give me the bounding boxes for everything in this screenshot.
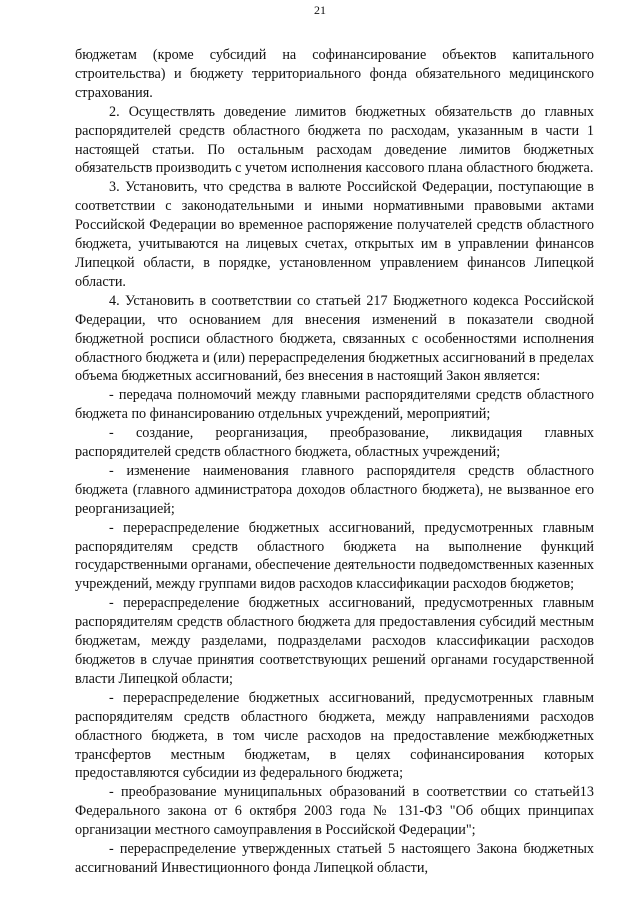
list-item: - перераспределение бюджетных ассигнований, предусмотренных главным распорядителям средств областного бюджета на выполнение функций государственными органами, обеспечение деятельности подведомственных казенных учреждений, между группами видов расходов классификации расходов бюджетов; — [75, 519, 594, 593]
page-number: 21 — [314, 3, 326, 17]
list-item: - преобразование муниципальных образований в соответствии со статьей13 Федерального закона от 6 октября 2003 года № 131-ФЗ "Об общих принципах организации местного самоуправления в Российской Федерации"; — [75, 784, 594, 839]
document-body — [75, 46, 594, 878]
list-item: - перераспределение бюджетных ассигнований, предусмотренных главным распорядителям средств областного бюджета, между направлениями расходов областного бюджета, в том числе расходов на предоставление межбюджетных трансфертов местным бюджетам, в целях софинансирования которых предоставляются субсидии из федерального бюджета; — [75, 689, 594, 782]
paragraph: 2. Осуществлять доведение лимитов бюджетных обязательств до главных распорядителей средств областного бюджета по расходам, указанным в части 1 настоящей статьи. По остальным расходам доведение лимитов бюджетных обязательств производить с учетом исполнения кассового плана областного бюджета. — [75, 103, 594, 177]
list-item: - перераспределение бюджетных ассигнований, предусмотренных главным распорядителям средств областного бюджета для предоставления субсидий местным бюджетам, между разделами, подразделами расходов классификации расходов бюджетов в случае принятия соответствующих решений органами государственной власти Липецкой области; — [75, 595, 594, 687]
paragraph: 4. Установить в соответствии со статьей 217 Бюджетного кодекса Российской Федерации, что основанием для внесения изменений в показатели сводной бюджетной росписи областного бюджета, связанных с особенностями исполнения областного бюджета и (или) перераспределения бюджетных ассигнований в пределах объема бюджетных ассигнований, без внесения в настоящий Закон является: — [75, 292, 594, 385]
list-item: - передача полномочий между главными распорядителями средств областного бюджета по финансированию отдельных учреждений, мероприятий; — [75, 387, 594, 423]
paragraph: бюджетам (кроме субсидий на софинансирование объектов капитального строительства) и бюджету территориального фонда обязательного медицинского страхования. — [75, 47, 594, 101]
list-item: - создание, реорганизация, преобразование, ликвидация главных распорядителей средств областного бюджета, областных учреждений; — [75, 425, 594, 461]
list-item: - перераспределение утвержденных статьей 5 настоящего Закона бюджетных ассигнований Инвестиционного фонда Липецкой области, — [75, 841, 594, 876]
list-item: - изменение наименования главного распорядителя средств областного бюджета (главного администратора доходов областного бюджета), не вызванное его реорганизацией; — [75, 462, 594, 517]
paragraph: 3. Установить, что средства в валюте Российской Федерации, поступающие в соответствии с законодательными и иными нормативными правовыми актами Российской Федерации во временное распоряжение получателей средств областного бюджета, учитываются на лицевых счетах, открытых им в управлении финансов Липецкой области, в порядке, установленном управлением финансов Липецкой области. — [75, 179, 594, 290]
